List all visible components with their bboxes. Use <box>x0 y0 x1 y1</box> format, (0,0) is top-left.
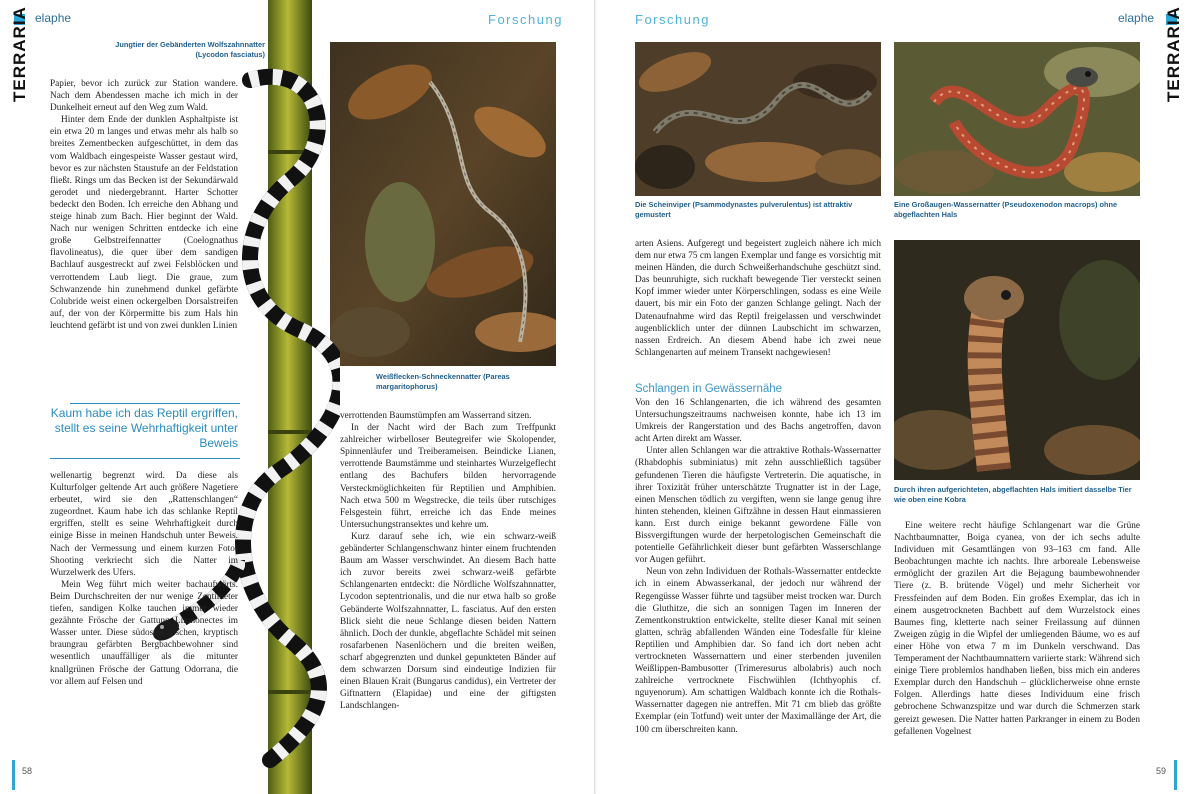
photo-pareas <box>330 42 556 366</box>
paragraph: Mein Weg führt mich weiter bachaufwärts. Beim Durchschreiten der nur wenige Zentimeter tiefen, sandigen Kolke tauchen immer wieder gezähnte Frösche der Gattung Limnonectes im Wasser unter. Diese südostasiatischen, kryptisch braungrau gefärbten Bergbachbewohner sind wesentlich unauffälliger als die mitunter knallgrünen Frösche der Gattung Odorrana, die vor allem auf Felsen und <box>50 579 238 687</box>
right-column2 <box>894 520 1140 738</box>
photo-caption-cobra: Durch ihren aufgerichteten, abgeflachten Hals imitiert dasselbe Tier wie oben eine Kobra <box>894 485 1132 504</box>
magazine-name-right: elaphe <box>1118 11 1155 25</box>
paragraph: verrottenden Baumstümpfen am Wasserrand sitzen. <box>340 411 532 421</box>
paragraph: In der Nacht wird der Bach zum Treffpunkt zahlreicher wirbelloser Beutegreifer wie Skolopender, Spinnenläufer und Treiberameisen. Beindicke Lianen, verrottende Baumstämme und steinhartes Wurzelgeflecht entlang des Bachufers bilden hervorragende Versteckmöglichkeiten für Reptilien und Amphibien. Nach etwa 500 m Wegstrecke, die teils über rutschiges Felsgestein führt, erreiche ich das Ende meines Untersuchungstransektes und kehre um. <box>340 423 556 530</box>
side-logo-left: TERRARIA <box>10 6 29 102</box>
pull-quote-rule-bottom <box>50 458 240 459</box>
photo-caption-pareas: Weißflecken-Schneckennatter (Pareas margaritophorus) <box>376 372 510 391</box>
photo-pseudoxenodon <box>894 42 1140 196</box>
paragraph: Eine weitere recht häufige Schlangenart war die Grüne Nachtbaumnatter, Boiga cyanea, von der ich sechs adulte Individuen mit Gesamtlängen von 93–163 cm fand. Alle Beobachtungen machte ich nachts. Ihre arboreale Lebensweise ermöglicht der grazilen Art die Bejagung baumbewohnender Tiere (z. B. brütende Vögel) und mehr Sicherheit vor Fressfeinden auf dem Boden. Ein großes Exemplar, das ich in einem ausgetrockneten Bachbett auf dem Wurzelstock eines Baumes fing, kletterte nach seiner Freilassung auf dünnen Zweigen zügig in die Wipfel der umliegenden Bäume, wo es auf einer Höhe von etwa 7 m im Dunkeln verschwand. Das Temperament der Nachtbaumnattern variierte stark: Während sich einige Tiere problemlos handhaben ließen, biss mich ein anderes Exemplar durch den Handschuh – glücklicherweise ohne ernste Folgen. Allerdings hatte dieses Individuum eine frisch gebrochene Schwanzspitze und war durch die Schmerzen stark gereizt gewesen. Die Natter hatten Parkranger in einem zu Boden gefallenen Vogelnest <box>894 521 1140 737</box>
left-column1-bottom <box>50 470 238 688</box>
subheading: Schlangen in Gewässernähe <box>635 383 783 395</box>
page-marker-right <box>1174 760 1177 790</box>
side-logo-right: TERRARIA <box>1164 6 1183 102</box>
left-page <box>0 0 595 794</box>
paragraph: wellenartig begrenzt wird. Da diese als Kulturfolger geltende Art auch größere Nagetiere erbeutet, wird sie den „Rattenschlangen“ zugeordnet. Kaum habe ich das schlanke Reptil ergriffen, stellt es seine Wehrhaftigkeit durch einige Bisse in meinen Handschuh unter Beweis. Nach der Vermessung und einem kurzen Foto-Shooting verkriecht sich die Natter im Wurzelwerk des Ufers. <box>50 471 238 578</box>
page-number-left: 58 <box>22 766 33 776</box>
pull-quote-rule-top <box>70 403 240 404</box>
paragraph: Papier, bevor ich zurück zur Station wandere. Nach dem Abendessen mache ich mich in der Dunkelheit erneut auf den Weg zum Wald. <box>50 79 238 114</box>
paragraph: Hinter dem Ende der dunklen Asphaltpiste ist ein etwa 20 m langes und etwas mehr als halb so breites Zementbecken aufgeschüttet, in dem das vom Waldbach eingespeiste Wasser gestaut wird, bevor es zur nächsten Staustufe an der Feldstation fließt. Rings um das Becken ist der Sekundärwald gerodet und niedergebrannt. Harter Schotter bedeckt den Boden. Ich erreiche den Abhang und steige hinab zum Bach. Hier beginnt der Wald. Nach nur wenigen Schritten entdecke ich eine große Gelbstreifennatter (Coelognathus flavolineatus), die quer über dem sandigen Bachlauf ausgestreckt auf zwei Felsblöcken und verrottendem Laub liegt. Die graue, zum Schwanzende hin zunehmend dunkel gefärbte Colubride weist einen ockergelben Dorsalstreifen auf, der von der Körpermitte bis zum Hals hin leuchtend gefärbt ist und von zwei dunklen Linien <box>50 115 238 331</box>
photo-cobra-mimic <box>894 240 1140 480</box>
page-number-right: 59 <box>1156 766 1167 776</box>
paragraph: Von den 16 Schlangenarten, die ich während des gesamten Untersuchungszeitraums nachweisen konnte, habe ich 13 im Umkreis der Rangerstation und des Bachs angetroffen, davon acht Arten direkt am Wasser. <box>635 398 881 445</box>
paragraph: arten Asiens. Aufgeregt und begeistert zugleich nähere ich mich dem nur etwa 75 cm langen Exemplar und fange es vorsichtig mit meinen Händen, die durch Schweißerhandschuhe geschützt sind. Das beunruhigte, sich ruckhaft bewegende Tier versteckt seinen Kopf immer wieder unter Körperschlingen, sodass es eine Weile dauert, bis mir ein Foto der ganzen Schlange gelingt. Nach der Datenaufnahme wird das Reptil freigelassen und verschwindet augenblicklich unter der dünnen Laubschicht im schwarzen, nassen Erdreich. An diesem Abend habe ich zwei neue Schlangenarten auf meinem Transekt nachgewiesen! <box>635 239 881 358</box>
section-label-right: Forschung <box>635 12 710 27</box>
right-column1-bottom <box>635 397 881 736</box>
section-label-left: Forschung <box>488 12 563 27</box>
photo-psammodynastes <box>635 42 881 196</box>
photo-lycodon <box>230 0 340 794</box>
left-column1-top <box>50 78 238 332</box>
pull-quote: Kaum habe ich das Reptil ergriffen, stellt es seine Wehrhaftigkeit unter Beweis <box>50 406 238 450</box>
right-column1-top <box>635 238 881 359</box>
photo-caption-pseudoxenodon: Eine Großaugen-Wassernatter (Pseudoxenodon macrops) ohne abgeflachten Hals <box>894 200 1118 219</box>
paragraph: Kurz darauf sehe ich, wie ein schwarz-weiß gebänderter Schlangenschwanz hinter einem fruchtenden Baum am Wasser verschwindet. An diesem Bach hatte ich zuvor bereits zwei schwarz-weiß gefärbte Schlangenarten entdeckt: die Nördliche Wolfszahnnatter, Lycodon septentrionalis, und die nur etwa halb so große Gebänderte Wolfszahnnatter, L. fasciatus. Auf den ersten Blick sieht die neue Schlange diesen beiden Nattern ähnlich. Doch der dunkle, abgeflachte Schädel mit seinen rosafarbenen Nasenlöchern und die breiten weißen, scharf abgegrenzten und dunkel gepunkteten Bänder auf dem schwarzen Dorsum sind eindeutige Indizien für einen Blauen Krait (Bungarus candidus), ein Vertreter der Giftnattern (Elapidae) und eine der giftigsten Landschlangen- <box>340 531 556 712</box>
left-column2 <box>340 410 556 712</box>
page-marker-left <box>12 760 15 790</box>
paragraph: Neun von zehn Individuen der Rothals-Wassernatter entdeckte ich in einem Abwasserkanal, der jedoch nur während der Regengüsse Wasser führte und tagsüber meist trocken war. Durch die Gluthitze, die sich an sonnigen Tagen im Inneren der Zementkonstruktion entwickelte, stellte dieser Kanal mit seinen glatten, schräg abfallenden Wänden eine Todesfalle für kleine Reptilien und Amphibien dar. So fand ich dort neben acht vertrockneten Wassernattern und einer sterbenden juvenilen Weißlippen-Bambusotter (Trimeresurus albolabris) auch noch zahlreiche vertrocknete Fischwühlen (Ichthyophis cf. nguyenorum). Am schattigen Waldbach konnte ich die Rothals-Wassernatter dagegen nie antreffen. Mit 71 cm blieb das größte Exemplar (ein Totfund) weit unter der Maximallänge der Art, die 100 cm überschreiten kann. <box>635 567 881 735</box>
photo-caption-psammodynastes: Die Scheinviper (Psammodynastes pulverulentus) ist attraktiv gemustert <box>635 200 853 219</box>
magazine-name-left: elaphe <box>35 11 72 25</box>
paragraph: Unter allen Schlangen war die attraktive Rothals-Wassernatter (Rhabdophis subminiatus) mit zehn ausschließlich tagsüber gefundenen Tieren die häufigste Vertreterin. Die aquatische, in ihrer Toxizität früher unterschätzte Trugnatter ist in der Lage, einen Menschen tödlich zu vergiften, wenn sie lange genug ihre hinten stehenden, kleinen Giftzähne in dessen Haut einmassieren kann. Erst durch einige bekannt gewordene Fälle von Bissvergiftungen wurde der herpetologischen Gemeinschaft die potentielle Gefährlichkeit dieser bunt gefärbten Wasserschlange vor Augen geführt. <box>635 446 881 566</box>
photo-caption-lycodon: Jungtier der Gebänderten Wolfszahnnatter (Lycodon fasciatus) <box>115 40 265 59</box>
right-page <box>596 0 1191 794</box>
